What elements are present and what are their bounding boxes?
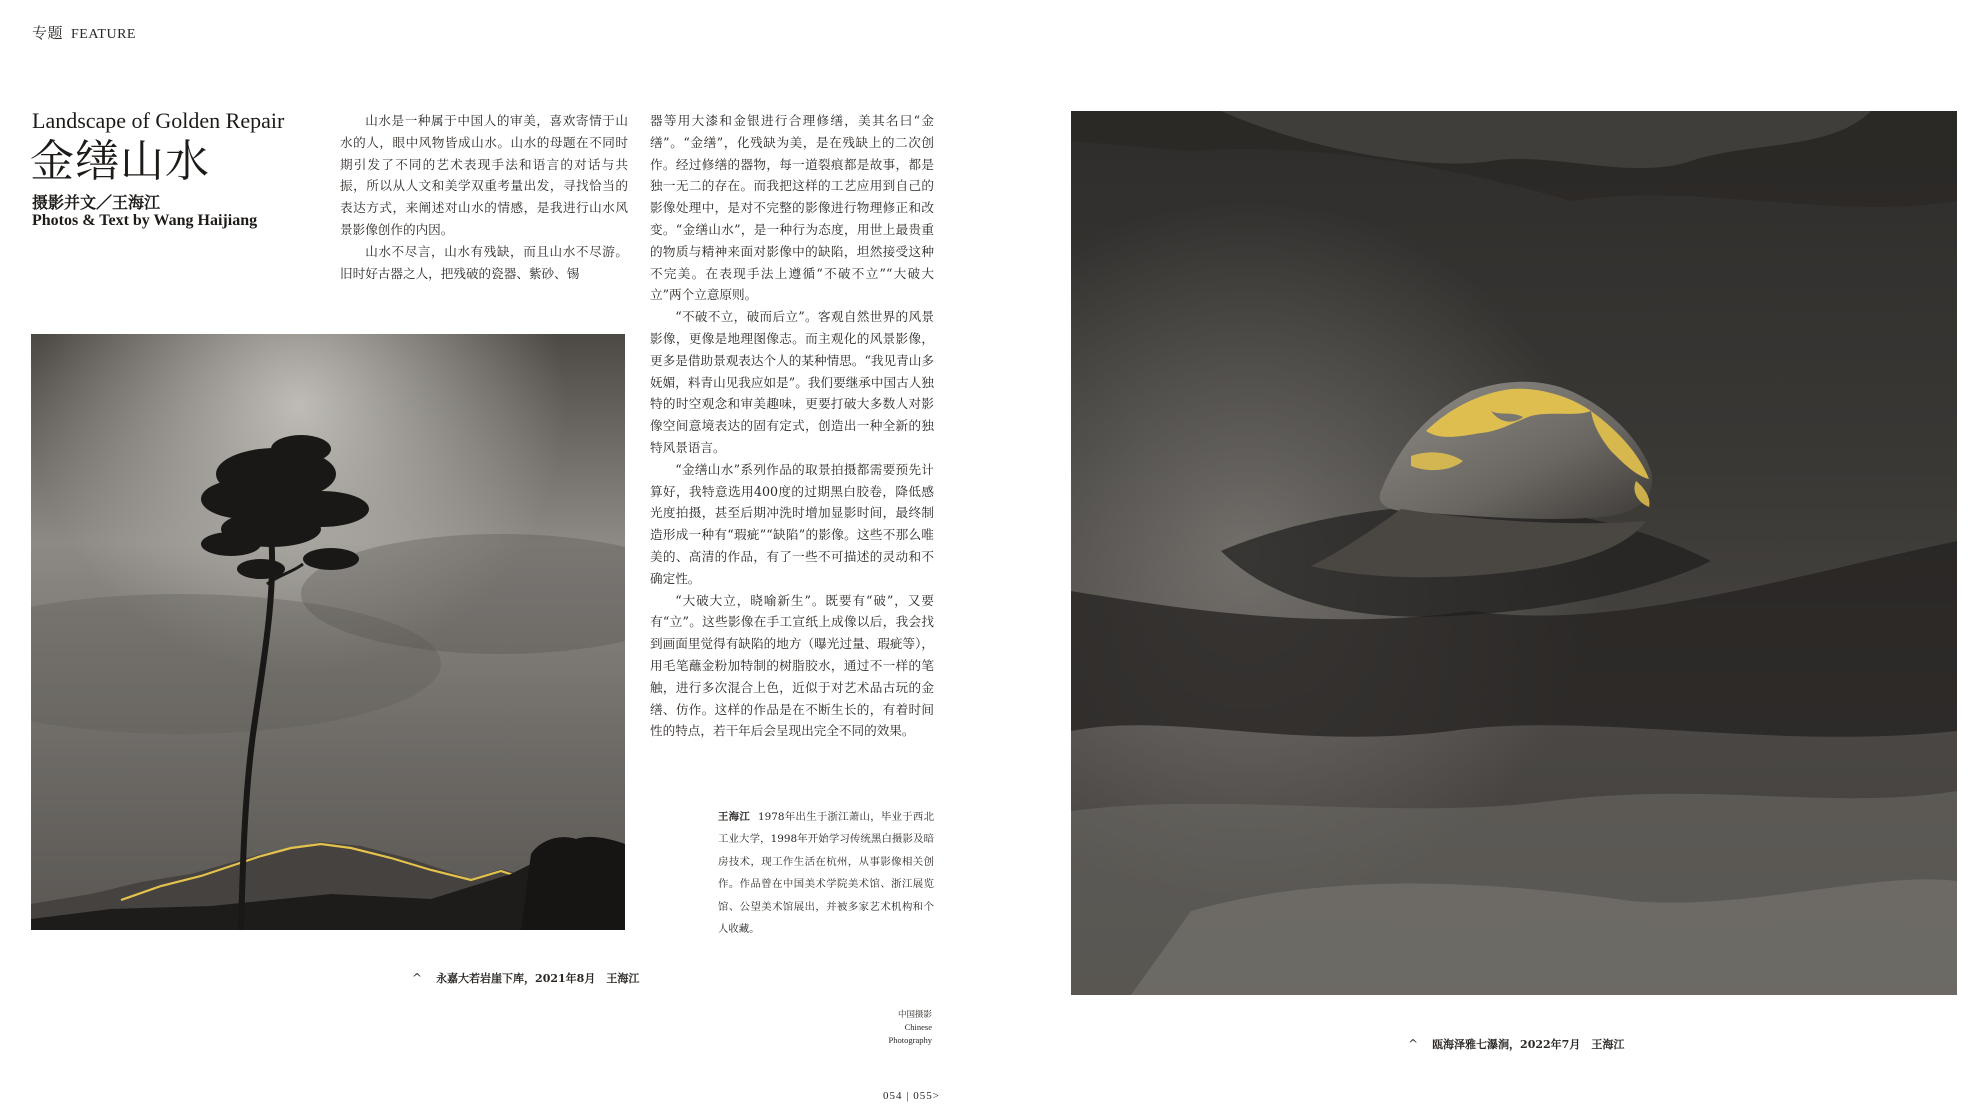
caption-text: 瓯海泽雅七瀑涧，2022年7月 王海江 bbox=[1432, 1038, 1625, 1051]
magazine-name-en-2: Photography bbox=[888, 1035, 932, 1045]
section-tag bbox=[32, 22, 136, 43]
author-name: 王海江 bbox=[718, 811, 751, 823]
paragraph: 山水不尽言，山水有残缺，而且山水不尽游。旧时好古器之人，把残破的瓷器、紫砂、锡 bbox=[340, 243, 628, 281]
author-bio bbox=[718, 806, 934, 940]
paragraph: 器等用大漆和金银进行合理修缮，美其名曰“金缮”。“金缮”，化残缺为美，是在残缺上的二次创作。经过修缮的器物，每一道裂痕都是故事，都是独一无二的存在。而我把这样的工艺应用到自己的影像处理中，是对不完整的影像进行物理修正和改变。“金缮山水”，是一种行为态度，用世上最贵重的物质与精神来面对影像中的缺陷，坦然接受这种不完美。在表现手法上遵循“不破不立”“大破大立”两个立意原则。 bbox=[650, 113, 934, 303]
article-column-2 bbox=[650, 110, 934, 742]
paragraph: “不破不立，破而后立”。客观自然世界的风景影像，更像是地理图像志。而主观化的风景影像，更多是借助景观表达个人的某种情思。“我见青山多妩媚，料青山见我应如是”。我们要继承中国古人独特的时空观念和审美趣味，更要打破大多数人对影像空间意境表达的固有定式，创造出一种全新的独特风景语言。 bbox=[650, 309, 934, 455]
magazine-name-en-1: Chinese bbox=[904, 1022, 932, 1032]
caption-marker: ^ bbox=[412, 971, 423, 985]
section-tag-en: FEATURE bbox=[71, 27, 136, 42]
paragraph: 山水是一种属于中国人的审美，喜欢寄情于山水的人，眼中风物皆成山水。山水的母题在不同时期引发了不同的艺术表现手法和语言的对话与共振，所以从人文和美学双重考量出发，寻找恰当的表达方式，来阐述对山水的情感，是我进行山水风景影像创作的内因。 bbox=[340, 113, 628, 237]
magazine-mark bbox=[880, 1008, 932, 1047]
pine-tree-photo bbox=[31, 334, 625, 930]
caption-text: 永嘉大若岩崖下库，2021年8月 王海江 bbox=[436, 972, 640, 985]
author-bio-text: 1978年出生于浙江萧山，毕业于西北工业大学，1998年开始学习传统黑白摄影及暗房技术，现工作生活在杭州，从事影像相关创作。作品曾在中国美术学院美术馆、浙江展览馆、公望美术馆展出，并被多家艺术机构和个人收藏。 bbox=[718, 811, 934, 936]
page-numbers: 054 | 055> bbox=[883, 1090, 940, 1102]
article-column-1 bbox=[340, 110, 628, 284]
rock-in-water-photo bbox=[1071, 111, 1957, 995]
article-title-zh: 金缮山水 bbox=[30, 136, 210, 187]
caption-marker: ^ bbox=[1408, 1037, 1419, 1051]
article-title-en: Landscape of Golden Repair bbox=[32, 108, 285, 133]
paragraph: “金缮山水”系列作品的取景拍摄都需要预先计算好，我特意选用400度的过期黑白胶卷，降低感光度拍摄，甚至后期冲洗时增加显影时间，最终制造形成一种有“瑕疵”“缺陷”的影像。这些不那么唯美的、高清的作品，有了一些不可描述的灵动和不确定性。 bbox=[650, 461, 934, 586]
photo-caption-left bbox=[412, 970, 639, 986]
section-tag-zh: 专题 bbox=[32, 24, 64, 42]
byline-zh: 摄影并文／王海江 bbox=[32, 193, 161, 212]
photo-caption-right bbox=[1408, 1036, 1624, 1052]
byline-en: Photos & Text by Wang Haijiang bbox=[32, 212, 258, 229]
magazine-name-zh: 中国摄影 bbox=[897, 1009, 932, 1019]
paragraph: “大破大立，晓喻新生”。既要有“破”，又要有“立”。这些影像在手工宣纸上成像以后，我会找到画面里觉得有缺陷的地方（曝光过量、瑕疵等），用毛笔蘸金粉加特制的树脂胶水，通过不一样的笔触，进行多次混合上色，近似于对艺术品古玩的金缮、仿作。这样的作品是在不断生长的，有着时间性的特点，若干年后会呈现出完全不同的效果。 bbox=[650, 592, 934, 739]
